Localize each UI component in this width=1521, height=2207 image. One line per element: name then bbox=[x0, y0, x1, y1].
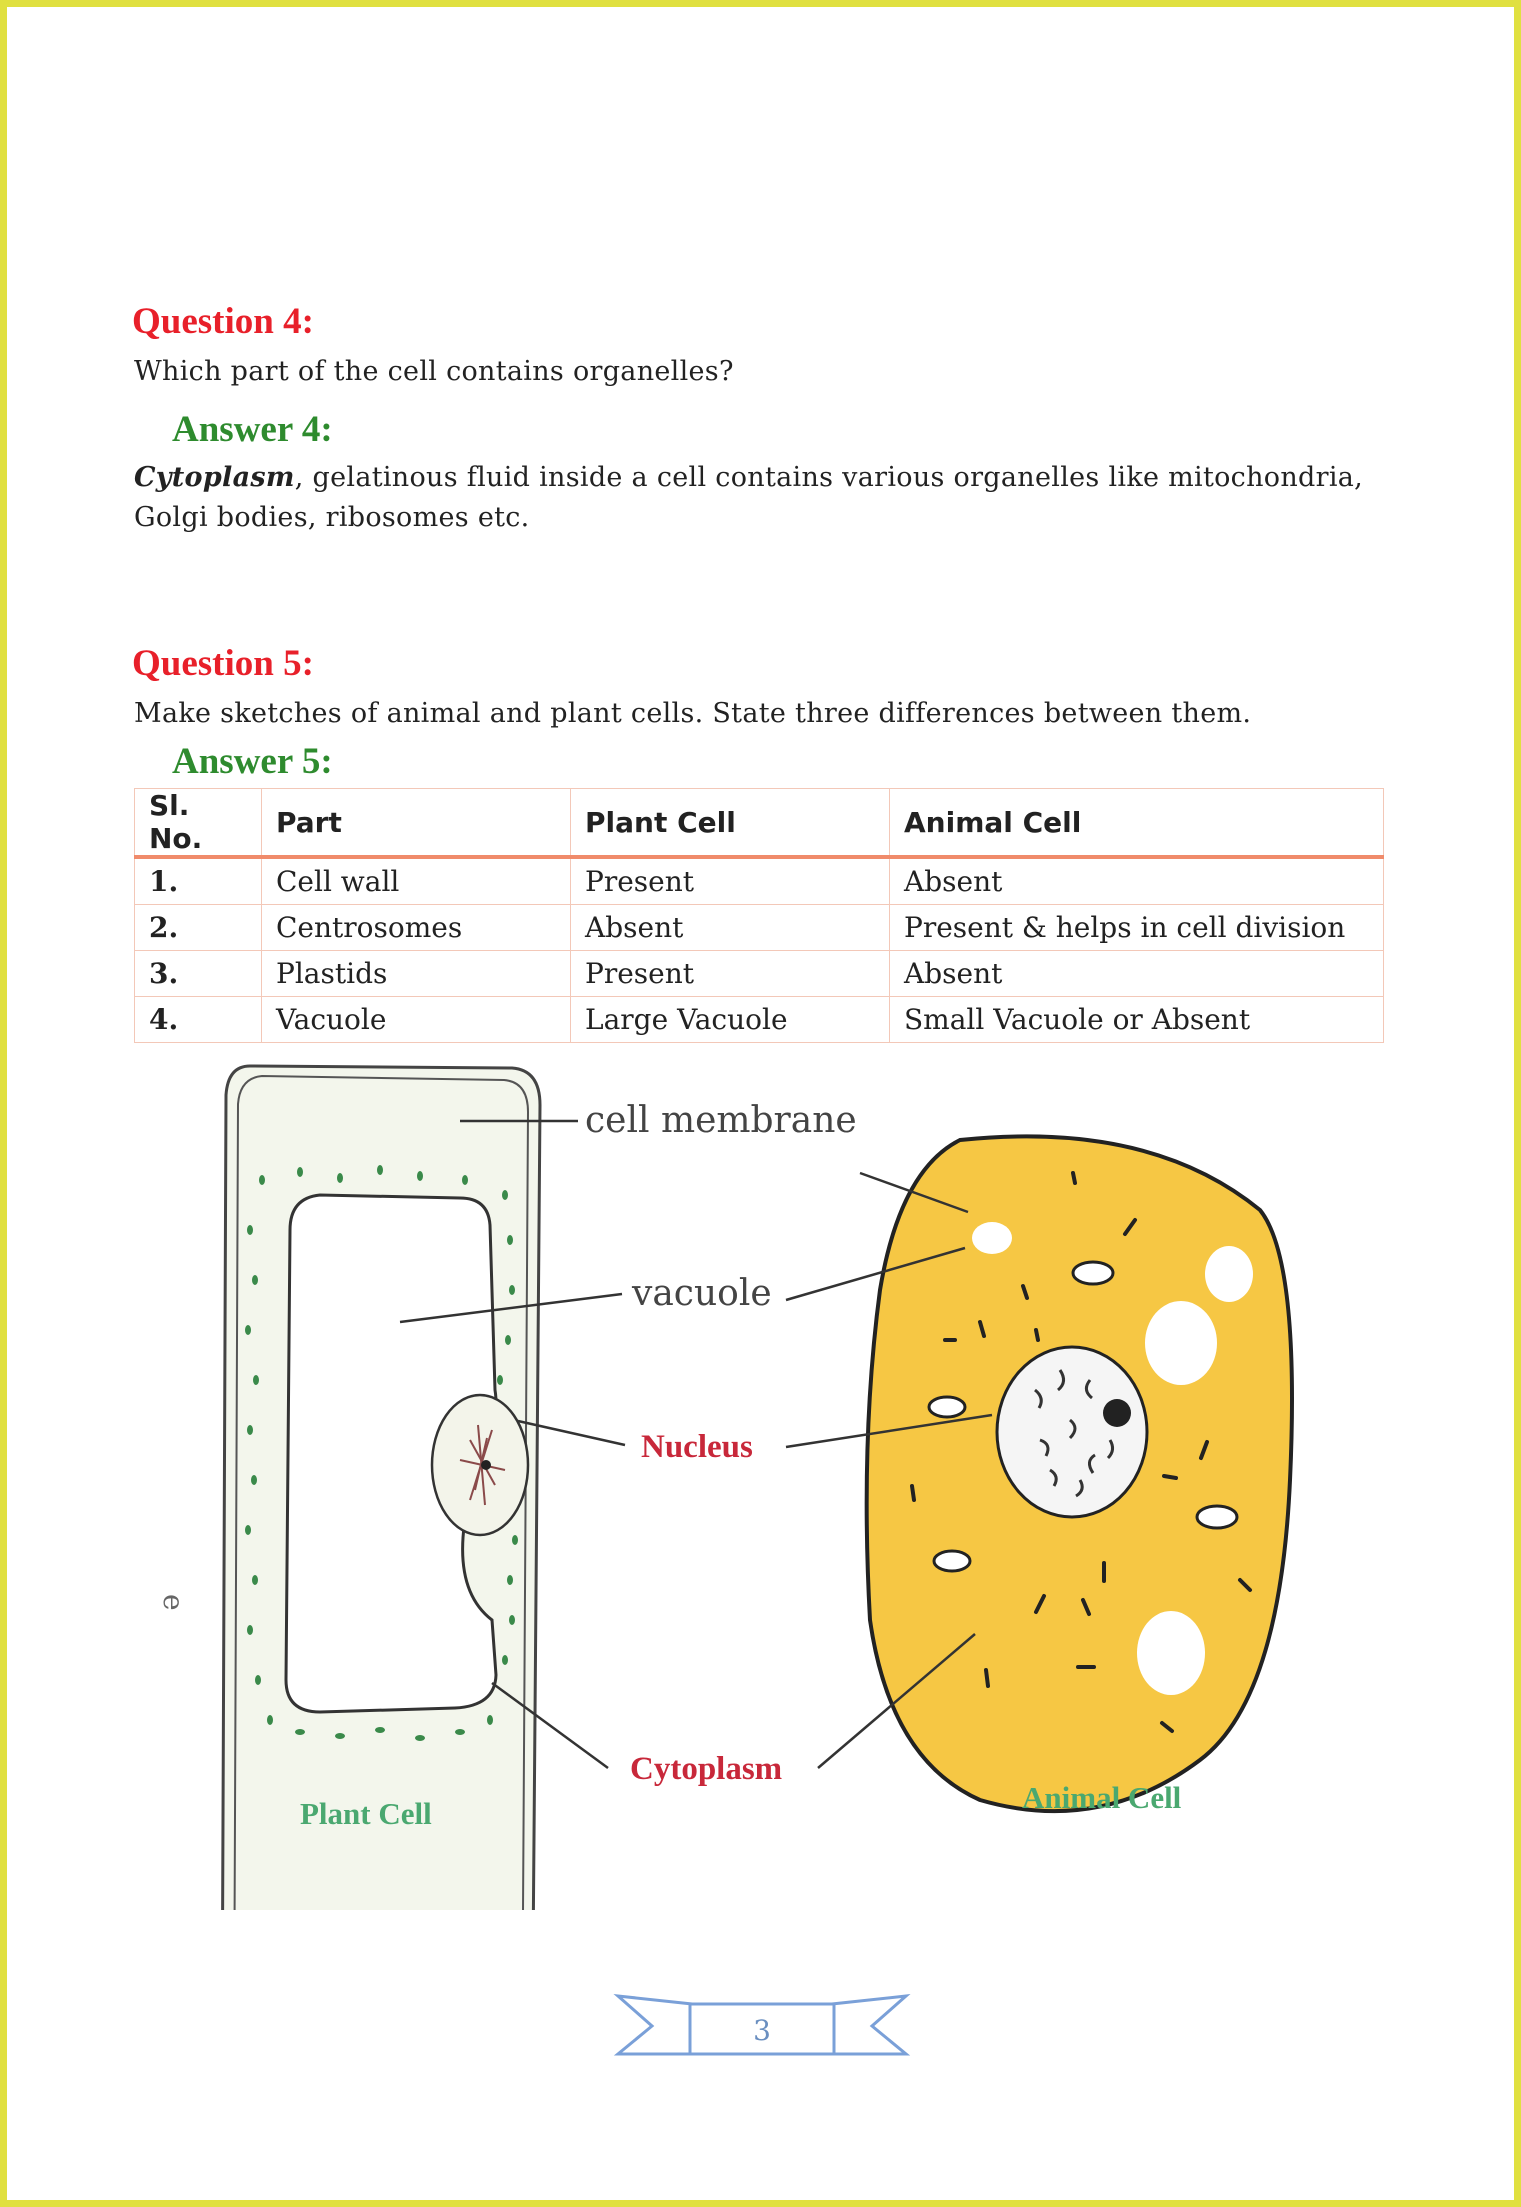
answer-4-rest: , gelatinous fluid inside a cell contains various organelles like mitochondria, bbox=[294, 462, 1364, 493]
table-cell: Plastids bbox=[262, 951, 571, 997]
table-row bbox=[135, 951, 1384, 997]
table-cell: Absent bbox=[571, 905, 890, 951]
page-number: 3 bbox=[753, 2014, 771, 2047]
table-cell: 3. bbox=[135, 951, 262, 997]
table-cell: Present & helps in cell division bbox=[890, 905, 1384, 951]
table-header: Part bbox=[262, 789, 571, 858]
table-header-row bbox=[135, 789, 1384, 858]
caption-animal-cell: Animal Cell bbox=[1022, 1780, 1182, 1815]
table-cell: Absent bbox=[890, 951, 1384, 997]
answer-4-text bbox=[134, 458, 1414, 538]
stray-mark: e bbox=[157, 1594, 190, 1611]
label-cytoplasm: Cytoplasm bbox=[630, 1751, 783, 1787]
table-header: Animal Cell bbox=[890, 789, 1384, 858]
table-cell: 4. bbox=[135, 997, 262, 1043]
table-cell: Present bbox=[571, 857, 890, 905]
table-header: Sl. No. bbox=[135, 789, 262, 858]
table-cell: Absent bbox=[890, 857, 1384, 905]
table-cell: Cell wall bbox=[262, 857, 571, 905]
answer-4-title: Answer 4: bbox=[172, 409, 333, 450]
label-vacuole: vacuole bbox=[632, 1273, 772, 1314]
table-cell: Present bbox=[571, 951, 890, 997]
plant-cell-drawing bbox=[222, 1066, 540, 1910]
answer-4-rest-line2: Golgi bodies, ribosomes etc. bbox=[134, 502, 530, 533]
table-row bbox=[135, 905, 1384, 951]
table-cell: Small Vacuole or Absent bbox=[890, 997, 1384, 1043]
label-nucleus: Nucleus bbox=[641, 1429, 753, 1465]
table-cell: Large Vacuole bbox=[571, 997, 890, 1043]
question-4-text: Which part of the cell contains organelles? bbox=[134, 356, 734, 387]
page-number-ribbon bbox=[612, 1990, 912, 2080]
cell-diagram bbox=[0, 1060, 1521, 1910]
table-header: Plant Cell bbox=[571, 789, 890, 858]
differences-table bbox=[134, 788, 1384, 1043]
table-row bbox=[135, 857, 1384, 905]
question-5-title: Question 5: bbox=[132, 643, 314, 684]
animal-cell-drawing bbox=[867, 1136, 1292, 1811]
table-row bbox=[135, 997, 1384, 1043]
table-cell: Centrosomes bbox=[262, 905, 571, 951]
label-cell-membrane: cell membrane bbox=[585, 1100, 857, 1141]
question-5-text: Make sketches of animal and plant cells. State three differences between them. bbox=[134, 698, 1252, 729]
table-cell: 1. bbox=[135, 857, 262, 905]
table-cell: 2. bbox=[135, 905, 262, 951]
table-cell: Vacuole bbox=[262, 997, 571, 1043]
caption-plant-cell: Plant Cell bbox=[300, 1796, 432, 1831]
question-4-title: Question 4: bbox=[132, 301, 314, 342]
answer-4-term: Cytoplasm bbox=[134, 462, 295, 493]
answer-5-title: Answer 5: bbox=[172, 741, 333, 782]
